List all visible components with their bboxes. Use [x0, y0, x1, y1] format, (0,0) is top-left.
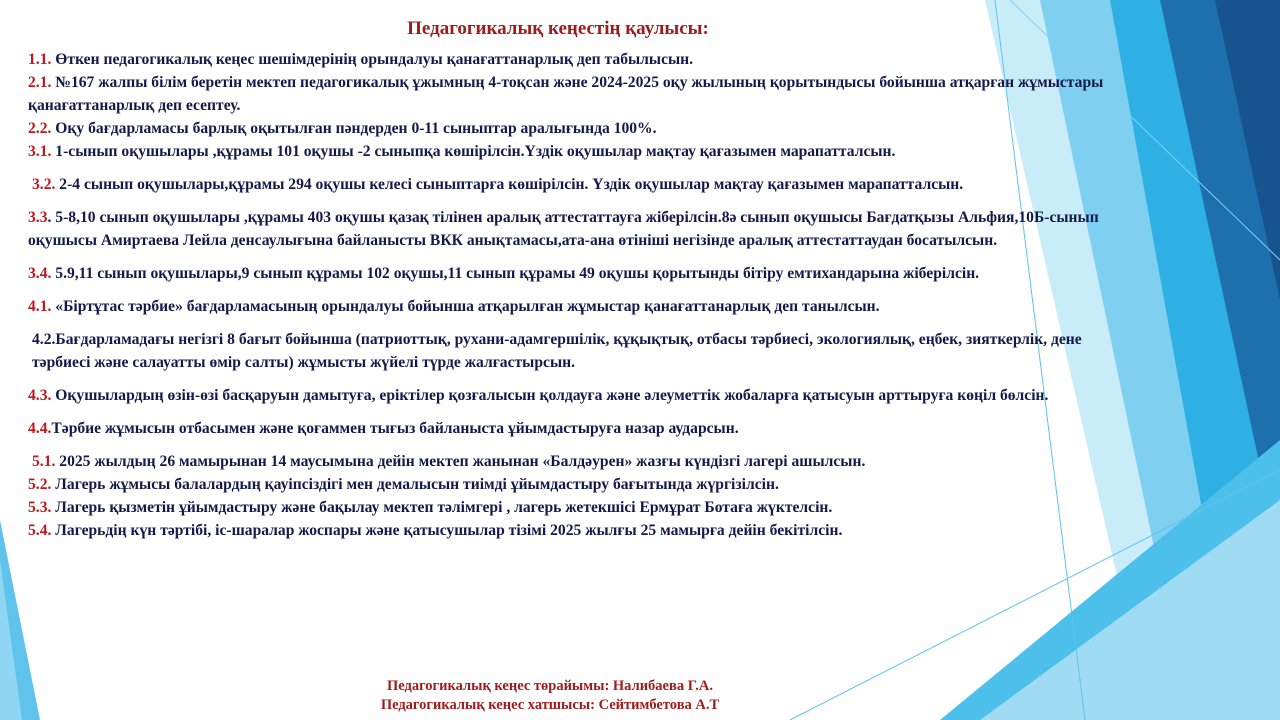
resolution-item [28, 48, 1118, 71]
resolution-item [28, 295, 1118, 318]
item-text: «Біртұтас тәрбие» бағдарламасының орындалуы бойынша атқарылған жұмыстар қанағаттанарлық деп танылсын. [51, 298, 880, 315]
item-number: 1.1. [28, 51, 52, 68]
item-number: 5.3. [28, 499, 52, 516]
item-text: 1-сынып оқушылары ,құрамы 101 оқушы -2 сыныпқа көшірілсін.Үздік оқушылар мақтау қағазымен марапатталсын. [51, 143, 896, 160]
resolution-item [28, 117, 1118, 140]
item-text: 2-4 сынып оқушылары,құрамы 294 оқушы келесі сыныптарға көшірілсін. Үздік оқушылар мақтау қағазымен марапатталсын. [55, 176, 964, 193]
page-title: Педагогикалық кеңестің қаулысы: [407, 18, 709, 39]
resolution-item [28, 417, 1118, 440]
secretary-signature: Педагогикалық кеңес хатшысы: Сейтимбетова А.Т [380, 697, 720, 713]
item-text: Оқу бағдарламасы барлық оқытылған пәндерден 0-11 сыныптар аралығында 100%. [51, 120, 657, 137]
item-number: 5.1. [32, 453, 56, 470]
item-number: 4.1. [28, 298, 52, 315]
resolution-item [28, 173, 1118, 196]
item-number: 2.2. [28, 120, 52, 137]
item-text: 5.9,11 сынып оқушылары,9 сынып құрамы 102 оқушы,11 сынып құрамы 49 оқушы қорытынды бітіру емтихандарына жіберілсін. [51, 265, 980, 282]
item-text: 2025 жылдың 26 мамырынан 14 маусымына дейін мектеп жанынан «Балдәурен» жазғы күндізгі лагері ашылсын. [55, 453, 866, 470]
item-text: Лагерь жұмысы балалардың қауіпсіздігі мен демалысын тиімді ұйымдастыру бағытында жүргізілсін. [51, 476, 779, 493]
item-number: 4.4. [28, 420, 52, 437]
item-number: 5.2. [28, 476, 52, 493]
item-number: 3.4. [28, 265, 52, 282]
item-number: 5.4. [28, 522, 52, 539]
item-number: 3.3 [28, 209, 48, 226]
item-number: 4.2. [32, 331, 56, 348]
resolution-document [28, 18, 1118, 542]
item-text: . 5-8,10 сынып оқушылары ,құрамы 403 оқушы қазақ тілінен аралық аттестаттауға жіберілсін.8ә сынып оқушысы Бағдатқызы Альфия,10Б-сынып оқушысы Амиртаева Лейла денсаулығына байланысты ВКК анықтамасы,ата-ана өтініші негізінде аралық аттестаттаудан босатылсын. [28, 209, 1099, 249]
resolution-item [28, 206, 1118, 252]
resolution-item [28, 519, 1118, 542]
item-text: Тәрбие жұмысын отбасымен және қоғаммен тығыз байланыста ұйымдастыруға назар аударсын. [51, 420, 739, 437]
item-text: Лагерьдің күн тәртібі, іс-шаралар жоспары және қатысушылар тізімі 2025 жылғы 25 мамырға дейін бекітілсін. [51, 522, 843, 539]
item-text: Лагерь қызметін ұйымдастыру және бақылау мектеп тәлімгері , лагерь жетекшісі Ермұрат Ботаға жүктелсін. [51, 499, 833, 516]
chair-signature: Педагогикалық кеңес төрайымы: Налибаева Г.А. [386, 678, 714, 694]
item-number: 4.3. [28, 387, 52, 404]
item-text: Бағдарламадағы негізгі 8 бағыт бойынша (патриоттық, рухани-адамгершілік, құқықтық, отбасы тәрбиесі, экологиялық, еңбек, зияткерлік, дене тәрбиесі және салауатты өмір салты) жұмысты жүйелі түрде жалғастырсын. [32, 331, 1082, 371]
resolution-item [28, 450, 1118, 473]
resolution-item [28, 262, 1118, 285]
resolution-item [28, 140, 1118, 163]
resolution-item [28, 71, 1118, 117]
resolution-item [28, 496, 1118, 519]
resolution-item [28, 384, 1118, 407]
resolution-item [28, 328, 1118, 374]
resolution-item [28, 473, 1118, 496]
item-text: Оқушылардың өзін-өзі басқаруын дамытуға, еріктілер қозғалысын қолдауға және әлеуметтік жобаларға қатысуын арттыруға көңіл бөлсін. [51, 387, 1049, 404]
item-number: 3.2. [32, 176, 56, 193]
item-number: 2.1. [28, 74, 52, 91]
item-number: 3.1. [28, 143, 52, 160]
item-text: №167 жалпы білім беретін мектеп педагогикалық ұжымның 4-тоқсан және 2024-2025 оқу жылының қорытындысы бойынша атқарған жұмыстары қанағаттанарлық деп есептеу. [28, 74, 1104, 114]
item-text: Өткен педагогикалық кеңес шешімдерінің орындалуы қанағаттанарлық деп табылысын. [51, 51, 694, 68]
